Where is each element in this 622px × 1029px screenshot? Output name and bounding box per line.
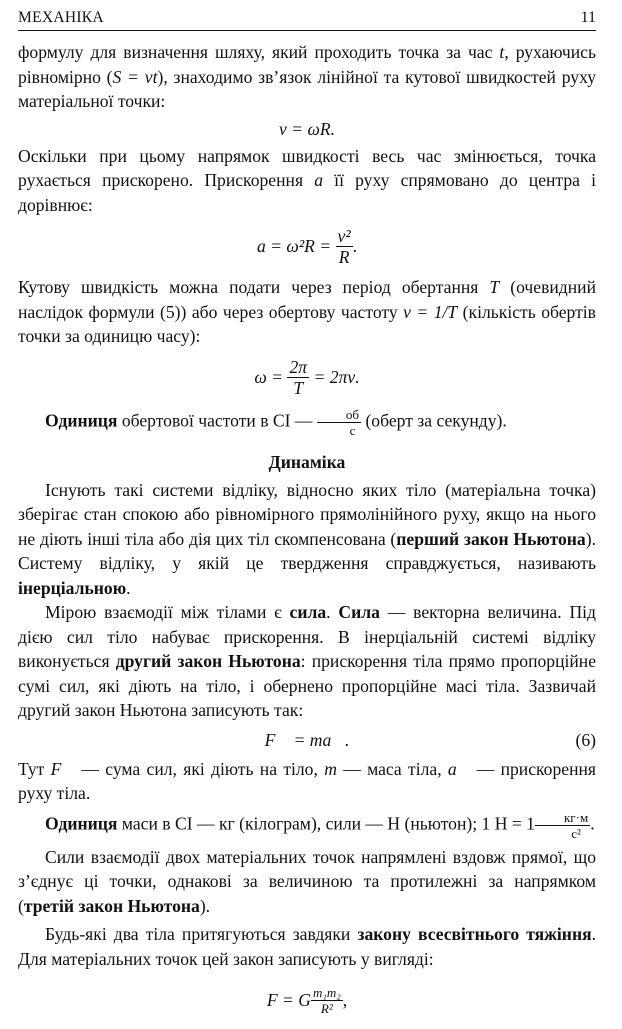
paragraph: Мірою взаємодії між тілами є сила. Сила — векторна величина. Під дією сил тіло набуває прискорення. В інерціальній системі відліку виконується другий закон Ньютона: прискорення тіла прямо пропорційне сумі сил, які діють на тіло, і обернено пропорційне масі тіла. Зазвичай другий закон Ньютона записують так:	[18, 602, 597, 720]
page-number: 11	[580, 9, 596, 26]
equation-body: F⃗ = ma⃗.	[264, 729, 350, 750]
section-title: МЕХАНІКА	[18, 9, 104, 26]
equation-centripetal-acceleration: a = ω²R = $\frac{\text{v²}}{R}$ .	[256, 225, 358, 267]
page-body	[18, 40, 596, 1029]
paragraph-unit: Одиниця обертової частоти в СІ — $\frac{об}{с}$ (оберт за секунду).	[45, 406, 507, 438]
equation-angular-velocity: ω = $\frac{2\pi}{T}$ = 2πν.	[254, 357, 360, 398]
section-heading: Динаміка	[268, 451, 346, 472]
paragraph: Існують такі системи відліку, відносно яких тіло (матеріальна точка) зберігає стан спокою або рівномірного прямолінійного руху, якщо на нього не діють інші тіла або дія цих тіл скомпенсована (перший закон Ньютона). Систему відліку, у якій це твердження справджується, називають інерціальною.	[18, 479, 596, 598]
paragraph: Оскільки при цьому напрямок швидкості весь час змінюється, точка рухається прискорено. Прискорення a її руху спрямовано до центра і дорівнює:	[18, 145, 596, 215]
equation-linear-angular-velocity: v = ωR.	[278, 118, 336, 139]
paragraph: Будь-які два тіла притягуються завдяки закону всесвітнього тяжіння. Для матеріальних точок цей закон записують у вигляді:	[18, 924, 597, 969]
equation-gravitation: F = G $\frac{\text{m₁m₂}}{\text{R²}}$ ,	[266, 984, 348, 1016]
paragraph-unit: Одиниця маси в СІ — кг (кілограм), сили — Н (ньютон); 1 Н = 1 $\frac{кг\cdot м}{\text{с²}}$ .	[45, 809, 595, 841]
paragraph: Кутову швидкість можна подати через період обертання T (очевидний наслідок формули (5)) або через обертову частоту ν = 1/T (кількість обертів точки за одиницю часу):	[18, 277, 596, 346]
paragraph: формулу для визначення шляху, який проходить точка за час t, рухаючись рівномірно (S = vt), знаходимо зв’язок лінійної та кутової швидкостей руху матеріальної точки:	[18, 42, 597, 111]
equation-number: (6)	[575, 729, 596, 750]
equation-newton-second-law	[18, 723, 596, 757]
running-header	[18, 4, 596, 31]
paragraph: Тут F⃗ — сума сил, які діють на тіло, m — маса тіла, a⃗ — прискорення руху тіла.	[18, 758, 596, 803]
paragraph: Сили взаємодії двох матеріальних точок напрямлені вздовж прямої, що з’єднує ці точки, однакові за величиною та протилежні за напрямком (третій закон Ньютона).	[18, 846, 596, 916]
